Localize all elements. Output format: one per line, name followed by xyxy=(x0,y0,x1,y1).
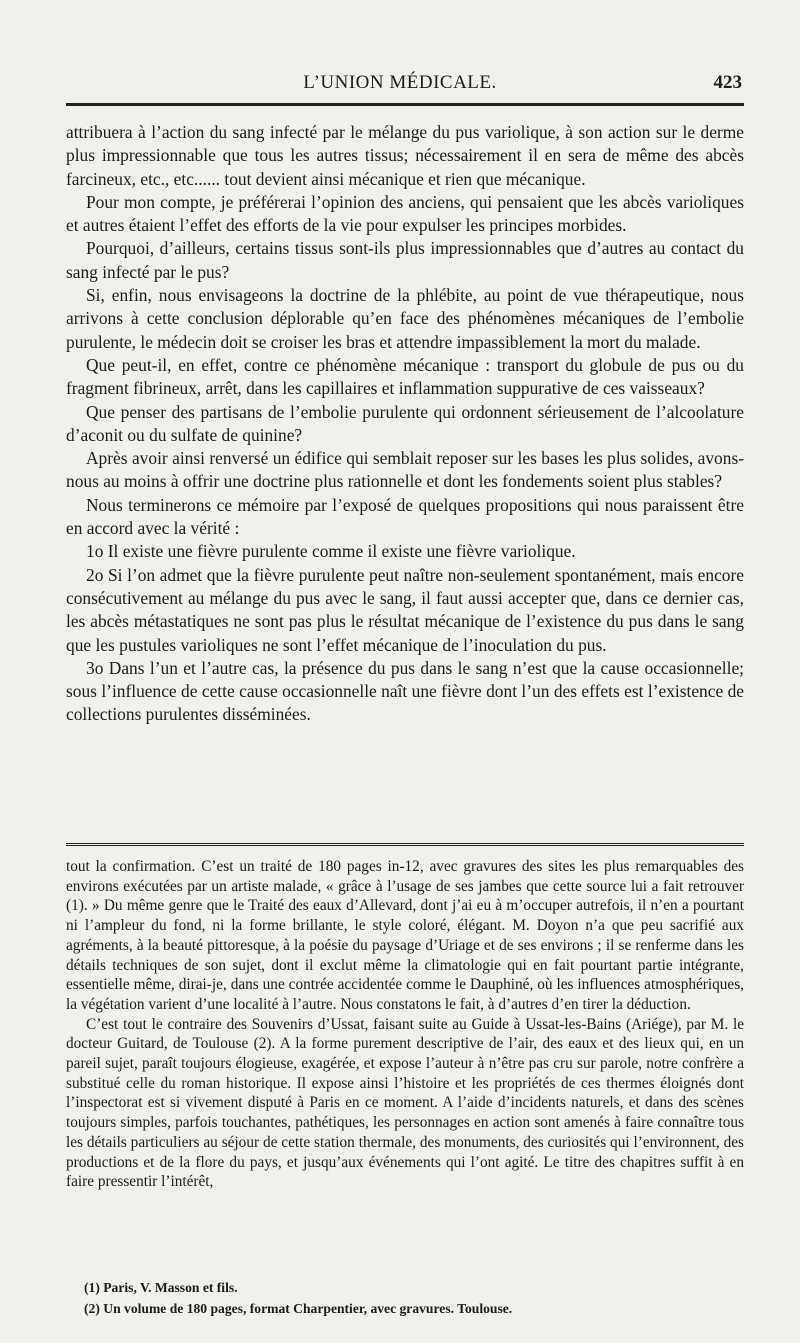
paragraph: Nous terminerons ce mémoire par l’exposé de quelques propositions qui nous paraissent être en accord avec la vérité : xyxy=(66,494,744,539)
paragraph: Si, enfin, nous envisageons la doctrine de la phlébite, au point de vue thérapeutique, nous arrivons à cette conclusion déplorable qu’en face des phénomènes mécaniques de l’embolie purulente, le médecin doit se croiser les bras et attendre impassiblement la mort du malade. xyxy=(66,285,744,352)
footnote: (2) Un volume de 180 pages, format Charpentier, avec gravures. Toulouse. xyxy=(84,1301,513,1316)
header-rule xyxy=(66,103,744,106)
page-number: 423 xyxy=(713,72,742,93)
paragraph: C’est tout le contraire des Souvenirs d’Ussat, faisant suite au Guide à Ussat-les-Bains (Ariége), par M. le docteur Guitard, de Toulouse (2). A la forme purement descriptive de l’air, des eaux et des lieux qui, en un pareil sujet, paraît toujours élogieuse, exagérée, et expose l’auteur à n’être pas cru sur parole, notre confrère a substitué celle du roman historique. Il expose ainsi l’histoire et les propriétés de ces thermes éloignés dont l’inspectorat est si vivement disputé à Paris en ce moment. A l’aide d’incidents naturels, et dans des scènes toujours simples, parfois touchantes, pathétiques, les personnages en action sont amenés à faire connaître tous les détails particuliers au séjour de cette station thermale, des monuments, des curiosités qui l’environnent, des productions et de la flore du pays, et jusqu’aux événements qui l’ont agité. Le titre des chapitres suffit à en faire pressentir l’intérêt, xyxy=(66,1015,744,1191)
numbered-proposition: 3o Dans l’un et l’autre cas, la présence du pus dans le sang n’est que la cause occasionnelle; sous l’influence de cette cause occasionnelle naît une fièvre dont l’un des effets est l’existence de collections purulentes disséminées. xyxy=(66,657,744,725)
paragraph: Pourquoi, d’ailleurs, certains tissus sont-ils plus impressionnables que d’autres au contact du sang infecté par le pus? xyxy=(66,238,744,282)
paragraph: attribuera à l’action du sang infecté par le mélange du pus variolique, à son action sur le derme plus impressionnable que tous les autres tissus; nécessairement il en sera de même des abcès farcineux, etc., etc...... tout devient ainsi mécanique et rien que mécanique. xyxy=(66,122,744,189)
paragraph: Après avoir ainsi renversé un édifice qui semblait reposer sur les bases les plus solides, avons-nous au moins à offrir une doctrine plus rationnelle et dont les fondements soient plus stables? xyxy=(66,448,744,492)
footnote: (1) Paris, V. Masson et fils. xyxy=(84,1280,238,1295)
footnotes xyxy=(84,1277,744,1319)
feuilleton-body xyxy=(66,857,744,1192)
article-body xyxy=(66,121,744,727)
numbered-proposition: 2o Si l’on admet que la fièvre purulente peut naître non-seulement spontanément, mais encore consécutivement au mélange du pus avec le sang, il faut aussi accepter que, dans ce dernier cas, les abcès métastatiques ne sont pas plus le résultat mécanique de l’existence du pus dans le sang que les pustules varioliques ne sont l’effet mécanique de l’inoculation du pus. xyxy=(66,564,744,655)
feuilleton-separator xyxy=(66,843,744,851)
running-title: L’UNION MÉDICALE. xyxy=(303,72,497,93)
running-head xyxy=(0,72,800,102)
paragraph: tout la confirmation. C’est un traité de 180 pages in-12, avec gravures des sites les plus remarquables des environs exécutées par un artiste malade, « grâce à l’usage de ses jambes que cette source lui a fait retrouver (1). » Du même genre que le Traité des eaux d’Allevard, dont j’ai eu à m’occuper autrefois, il n’en a pourtant ni l’ampleur du fond, ni la forme brillante, le style coloré, élégant. M. Doyon n’a que peu sacrifié aux agréments, à la beauté pittoresque, à la poésie du paysage d’Uriage et de ses environs ; il se renferme dans les détails techniques de son sujet, dont il exclut même la climatologie qui en fait pourtant partie intégrante, essentielle même, dirai-je, dans une contrée accidentée comme le Dauphiné, où les influences atmosphériques, la végétation varient d’une localité à l’autre. Nous constatons le fait, à d’autres d’en tirer la déduction. xyxy=(66,858,744,1013)
paragraph: Que peut-il, en effet, contre ce phénomène mécanique : transport du globule de pus ou du fragment fibrineux, arrêt, dans les capillaires et inflammation suppurative de ces vaisseaux? xyxy=(66,354,744,399)
paragraph: Pour mon compte, je préférerai l’opinion des anciens, qui pensaient que les abcès varioliques et autres étaient l’effet des efforts de la vie pour expulser les principes morbides. xyxy=(66,191,744,236)
numbered-proposition: 1o Il existe une fièvre purulente comme il existe une fièvre variolique. xyxy=(86,541,576,562)
paragraph: Que penser des partisans de l’embolie purulente qui ordonnent sérieusement de l’alcoolature d’aconit ou du sulfate de quinine? xyxy=(66,401,744,445)
